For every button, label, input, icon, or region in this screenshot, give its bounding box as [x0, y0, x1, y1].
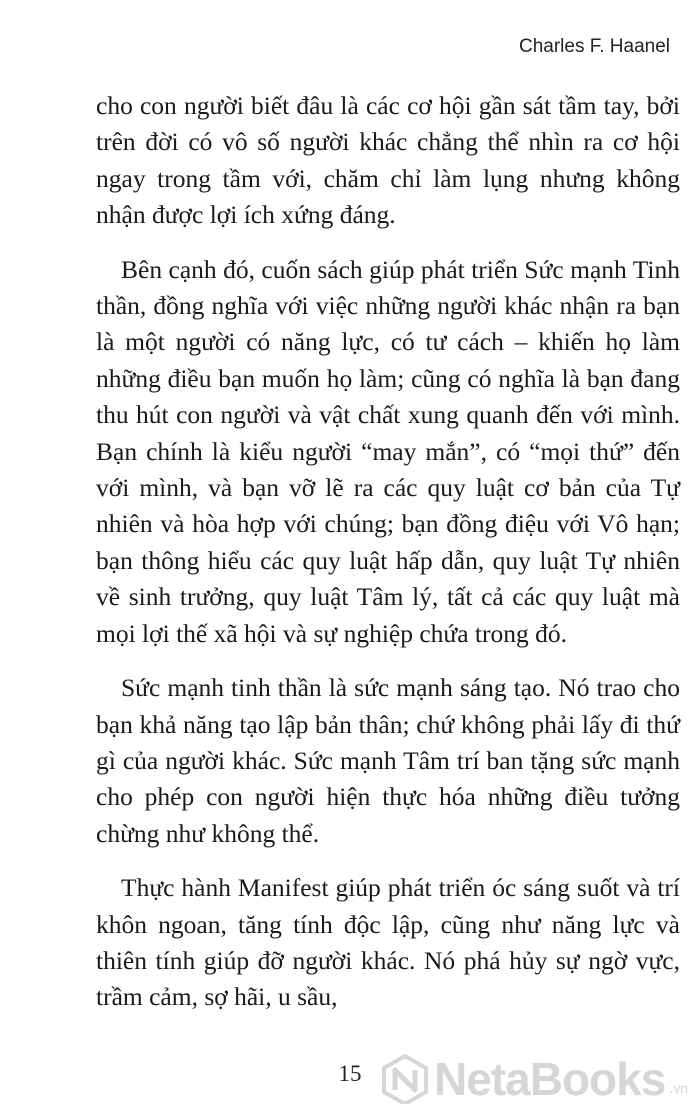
watermark	[380, 1052, 688, 1106]
paragraph-2: Bên cạnh đó, cuốn sách giúp phát triển Sức mạnh Tinh thần, đồng nghĩa với việc những người khác nhận ra bạn là một người có năng lực, có tư cách – khiến họ làm những điều bạn muốn họ làm; cũng có nghĩa là bạn đang thu hút con người và vật chất xung quanh đến với mình. Bạn chính là kiểu người “may mắn”, có “mọi thứ” đến với mình, và bạn vỡ lẽ ra các quy luật cơ bản của Tự nhiên và hòa hợp với chúng; bạn đồng điệu với Vô hạn; bạn thông hiểu các quy luật hấp dẫn, quy luật Tự nhiên về sinh trưởng, quy luật Tâm lý, tất cả các quy luật mà mọi lợi thế xã hội và sự nghiệp chứa trong đó.	[96, 254, 680, 648]
paragraph-3: Sức mạnh tinh thần là sức mạnh sáng tạo. Nó trao cho bạn khả năng tạo lập bản thân; chứ không phải lấy đi thứ gì của người khác. Sức mạnh Tâm trí ban tặng sức mạnh cho phép con người hiện thực hóa những điều tưởng chừng như không thể.	[96, 673, 680, 848]
watermark-suffix: .vn	[669, 1080, 688, 1096]
running-head: Charles F. Haanel	[518, 36, 670, 57]
body-text	[96, 88, 680, 1034]
page-number: 15	[338, 1061, 362, 1086]
netabooks-logo-icon	[380, 1054, 430, 1104]
watermark-text: NetaBooks	[434, 1053, 666, 1105]
paragraph-4: Thực hành Manifest giúp phát triển óc sáng suốt và trí khôn ngoan, tăng tính độc lập, cũng như năng lực và thiên tính giúp đỡ người khác. Nó phá hủy sự ngờ vực, trầm cảm, sợ hãi, u sầu,	[96, 873, 680, 1012]
paragraph-1: cho con người biết đâu là các cơ hội gần sát tầm tay, bởi trên đời có vô số người khác chẳng thể nhìn ra cơ hội ngay trong tầm với, chăm chỉ làm lụng nhưng không nhận được lợi ích xứng đáng.	[96, 91, 680, 230]
